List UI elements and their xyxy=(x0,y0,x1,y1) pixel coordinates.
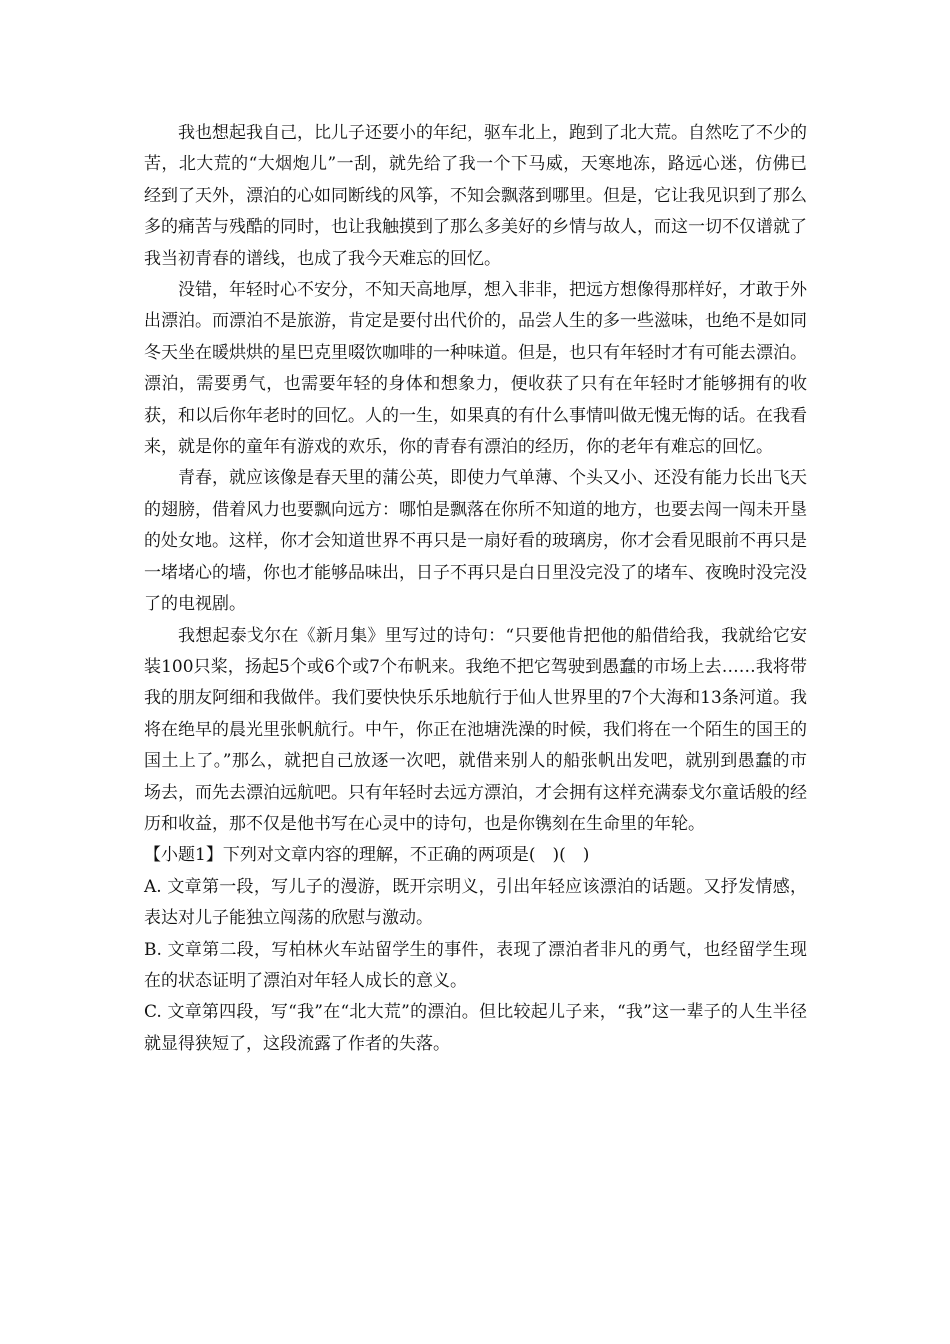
option-a: A. 文章第一段，写儿子的漫游，既开宗明义，引出年轻应该漂泊的话题。又抒发情感，表达对儿子能独立闯荡的欣慰与激动。 xyxy=(144,876,807,929)
question-stem: 【小题1】下列对文章内容的理解，不正确的两项是( )( ) xyxy=(144,845,590,866)
option-c: C. 文章第四段，写“我”在“北大荒”的漂泊。但比较起儿子来，“我”这一辈子的人生半径就显得狭短了，这段流露了作者的失落。 xyxy=(144,1002,807,1054)
paragraph-wandering-youth: 没错，年轻时心不安分，不知天高地厚，想入非非，把远方想像得那样好，才敢于外出漂泊。而漂泊不是旅游，肯定是要付出代价的，品尝人生的多一些滋味，也绝不是如同冬天坐在暖烘烘的星巴克里啜饮咖啡的一种味道。但是，也只有年轻时才有可能去漂泊。漂泊，需要勇气，也需要年轻的身体和想象力，便收获了只有在年轻时才能够拥有的收获，和以后你年老时的回忆。人的一生，如果真的有什么事情叫做无愧无悔的话。在我看来，就是你的童年有游戏的欢乐，你的青春有漂泊的经历，你的老年有难忘的回忆。 xyxy=(144,280,807,458)
paragraph-dandelion: 青春，就应该像是春天里的蒲公英，即使力气单薄、个头又小、还没有能力长出飞天的翅膀，借着风力也要飘向远方：哪怕是飘落在你所不知道的地方，也要去闯一闯未开垦的处女地。这样，你才会知道世界不再只是一扇好看的玻璃房，你才会看见眼前不再只是一堵堵心的墙，你也才能够品味出，日子不再只是白日里没完没了的堵车、夜晚时没完没了的电视剧。 xyxy=(144,468,807,615)
option-b: B. 文章第二段，写柏林火车站留学生的事件，表现了漂泊者非凡的勇气，也经留学生现在的状态证明了漂泊对年轻人成长的意义。 xyxy=(144,939,807,991)
document-body xyxy=(144,118,807,1060)
paragraph-tagore: 我想起泰戈尔在《新月集》里写过的诗句：“只要他肯把他的船借给我，我就给它安装100只桨，扬起5个或6个或7个布帆来。我绝不把它驾驶到愚蠢的市场上去……我将带我的朋友阿细和我做伴。我们要快快乐乐地航行于仙人世界里的7个大海和13条河道。我将在绝早的晨光里张帆航行。中午，你正在池塘洗澡的时候，我们将在一个陌生的国王的国土上了。”那么，就把自己放逐一次吧，就借来别人的船张帆出发吧，就别到愚蠢的市场去，而先去漂泊远航吧。只有年轻时去远方漂泊，才会拥有这样充满泰戈尔童话般的经历和收益，那不仅是他书写在心灵中的诗句，也是你镌刻在生命里的年轮。 xyxy=(144,625,807,834)
paragraph-beidahuang: 我也想起我自己，比儿子还要小的年纪，驱车北上，跑到了北大荒。自然吃了不少的苦，北大荒的“大烟炮儿”一刮，就先给了我一个下马威，天寒地冻，路远心迷，仿佛已经到了天外，漂泊的心如同断线的风筝，不知会飘落到哪里。但是，它让我见识到了那么多的痛苦与残酷的同时，也让我触摸到了那么多美好的乡情与故人，而这一切不仅谱就了我当初青春的谱线，也成了我今天难忘的回忆。 xyxy=(144,123,807,269)
